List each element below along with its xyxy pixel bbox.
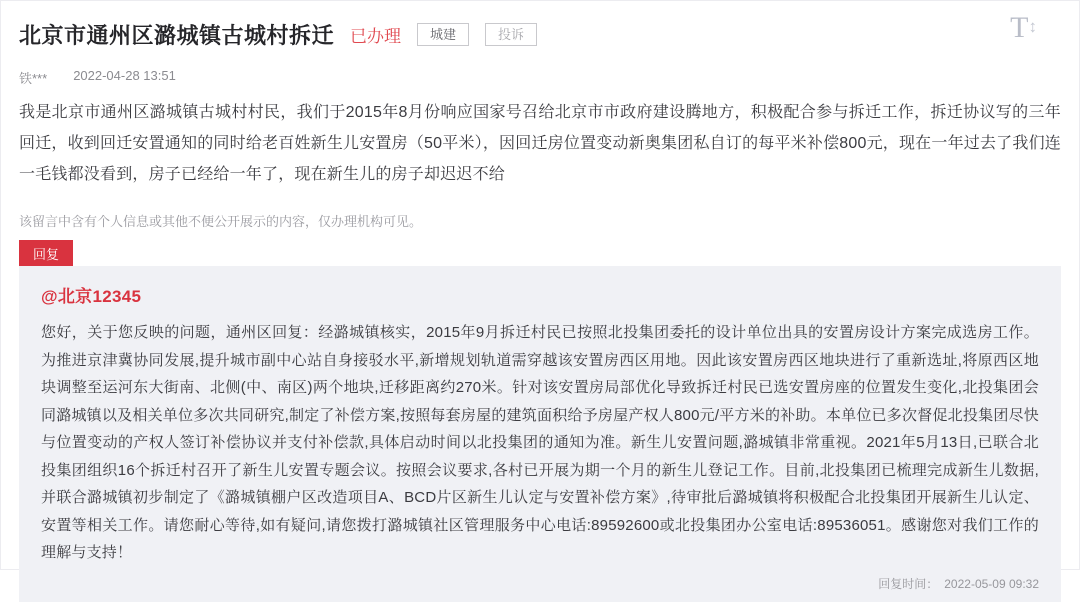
reply-card bbox=[19, 266, 1061, 602]
vertical-arrow-icon: ↕ bbox=[1028, 17, 1037, 36]
page-title: 北京市通州区潞城镇古城村拆迁 bbox=[19, 23, 335, 48]
post-header bbox=[19, 19, 1061, 50]
reply-author-mention: @北京12345 bbox=[41, 287, 142, 306]
reply-time-label: 回复时间： bbox=[878, 576, 939, 591]
reply-body: 您好，关于您反映的问题，通州区回复：经潞城镇核实，2015年9月拆迁村民已按照北投集团委托的设计单位出具的安置房设计方案完成选房工作。为推进京津冀协同发展,提升城市副中心站自身接驳水平,新增规划轨道需穿越该安置房西区用地。因此该安置房西区地块进行了重新选址,将原西区地块调整至运河东大街南、北侧(中、南区)两个地块,迁移距离约270米。针对该安置房局部优化导致拆迁村民已选安置房座的位置发生变化,北投集团会同潞城镇以及相关单位多次共同研究,制定了补偿方案,按照每套房屋的建筑面积给予房屋产权人800元/平方米的补助。本单位已多次督促北投集团尽快与位置变动的产权人签订补偿协议并支付补偿款,具体启动时间以北投集团的通知为准。新生儿安置问题,潞城镇非常重视。2021年5月13日,已联合北投集团组织16个拆迁村召开了新生儿安置专题会议。按照会议要求,各村已开展为期一个月的新生儿登记工作。目前,北投集团已梳理完成新生儿数据,并联合潞城镇初步制定了《潞城镇棚户区改造项目A、BCD片区新生儿认定与安置补偿方案》,待审批后潞城镇将积极配合北投集团开展新生儿认定、安置等相关工作。请您耐心等待,如有疑问,请您拨打潞城镇社区管理服务中心电话:89592600或北投集团办公室电话:89536051。感谢您对我们工作的理解与支持！ bbox=[41, 324, 1039, 561]
text-cursor-watermark-icon bbox=[1010, 13, 1037, 43]
reply-timestamp: 2022-05-09 09:32 bbox=[944, 576, 1039, 591]
tag-tousu: 投诉 bbox=[485, 23, 537, 46]
post-timestamp: 2022-04-28 13:51 bbox=[73, 68, 176, 83]
reply-section-tab: 回复 bbox=[19, 240, 73, 266]
author-name: 铁*** bbox=[19, 71, 48, 86]
status-badge: 已办理 bbox=[350, 27, 402, 46]
privacy-note: 该留言中含有个人信息或其他不便公开展示的内容，仅办理机构可见。 bbox=[19, 214, 423, 229]
reply-time-row bbox=[41, 575, 1039, 592]
tag-chengjian: 城建 bbox=[417, 23, 469, 46]
post-body: 我是北京市通州区潞城镇古城村村民，我们于2015年8月份响应国家号召给北京市市政府建设腾地方，积极配合参与拆迁工作，拆迁协议写的三年回迁，收到回迁安置通知的同时给老百姓新生儿安置房（50平米），因回迁房位置变动新奥集团私自订的每平米补偿800元，现在一年过去了我们连一毛钱都没看到，房子已经给一年了，现在新生儿的房子却迟迟不给 bbox=[19, 104, 1061, 183]
letter-t-icon: T bbox=[1010, 11, 1029, 44]
post-meta bbox=[19, 68, 1061, 87]
